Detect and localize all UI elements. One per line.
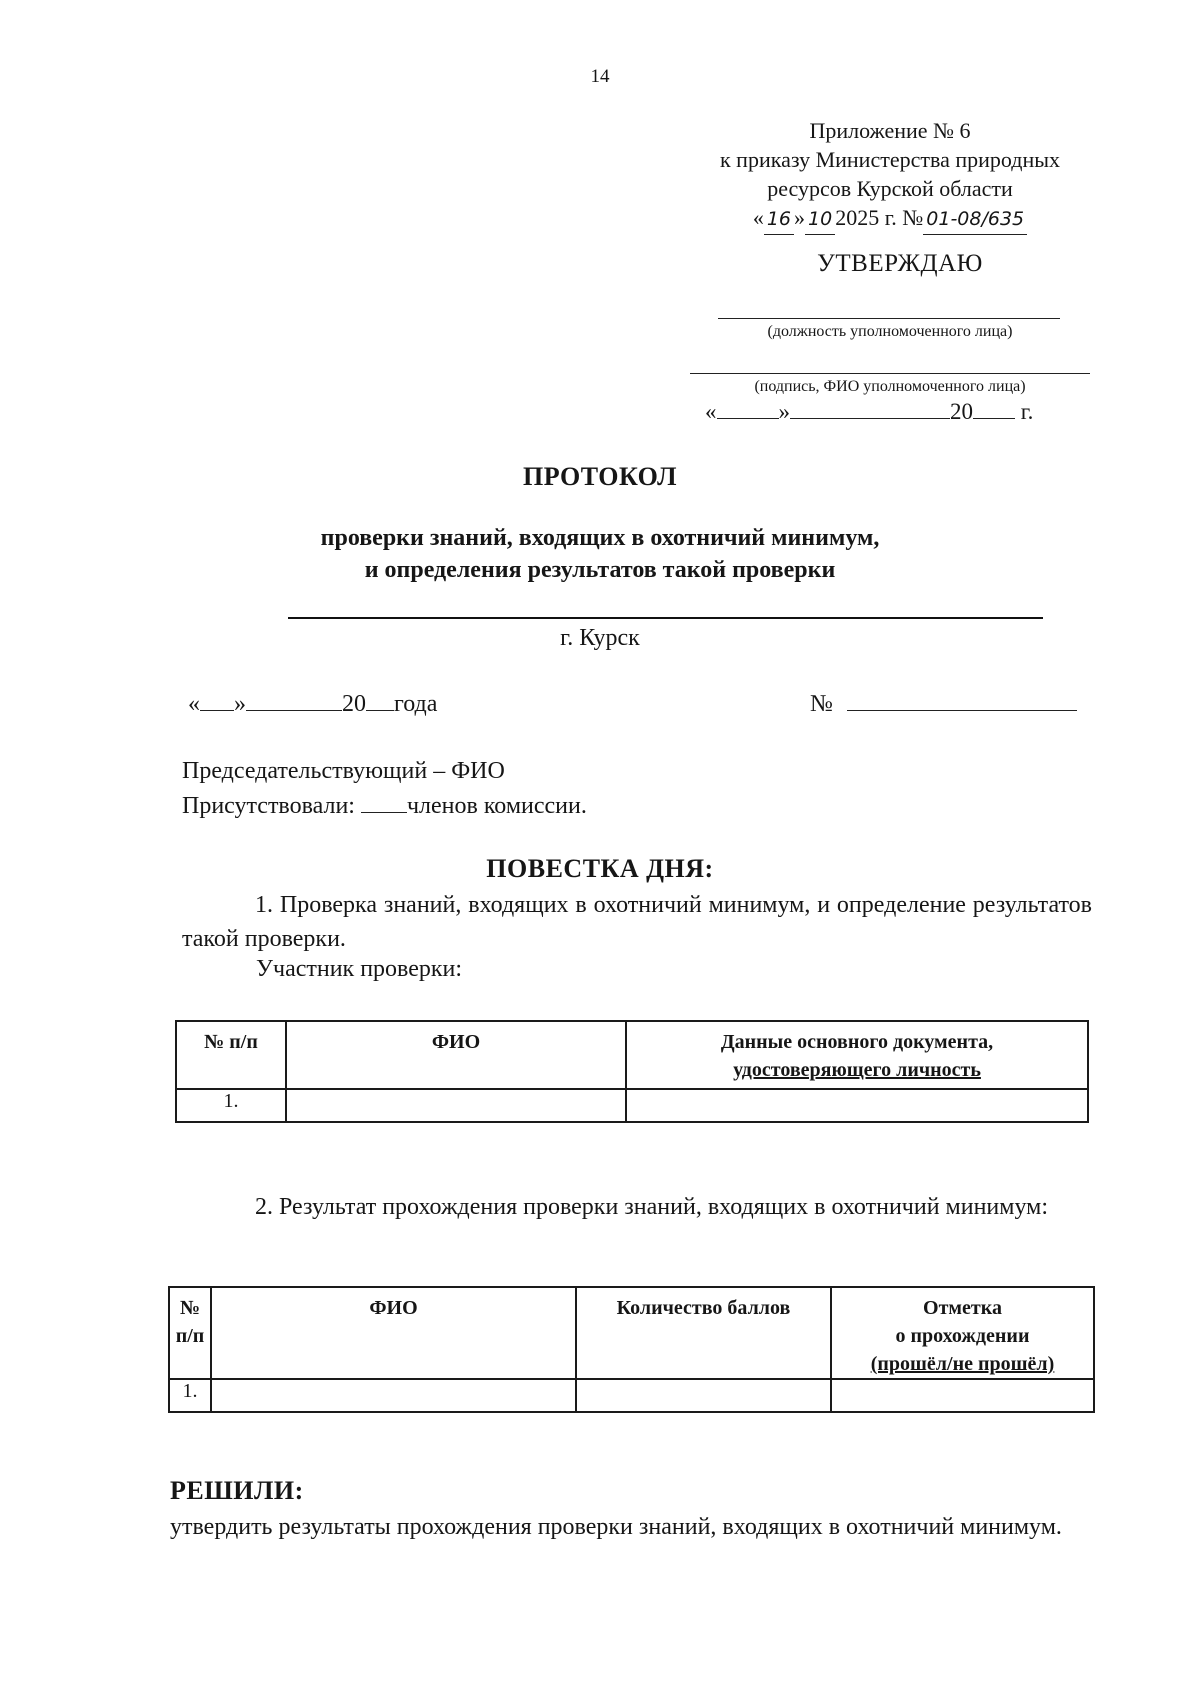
decision-heading: РЕШИЛИ:: [170, 1476, 304, 1505]
agenda-item-1-text: 1. Проверка знаний, входящих в охотничий минимум, и определение результатов такой проверки.: [182, 892, 1092, 952]
row-number: 1.: [169, 1379, 211, 1412]
city: г. Курск: [560, 625, 640, 651]
col-pass-mark-line-2: о прохождении: [895, 1325, 1030, 1347]
attendance-label: Присутствовали:: [182, 793, 355, 819]
document-title: ПРОТОКОЛ: [523, 462, 677, 491]
decision-text: утвердить результаты прохождения проверки знаний, входящих в охотничий минимум.: [170, 1514, 1062, 1540]
table-row: [169, 1379, 1094, 1412]
participant-table-header: [176, 1021, 1088, 1089]
approve-date-close-quote: »: [778, 399, 790, 424]
appendix-date-line: « 16 » 10 2025 г. № 01-08/635: [690, 203, 1090, 235]
appendix-date-year: 2025 г. №: [835, 205, 924, 230]
col-number-line-2: п/п: [175, 1325, 205, 1347]
agenda-item-1: [182, 888, 1092, 956]
appendix-ministry: ресурсов Курской области: [767, 176, 1013, 201]
protocol-month-blank: [246, 690, 342, 711]
chairperson: Председательствующий – ФИО: [182, 758, 505, 784]
page-number: 14: [590, 66, 610, 87]
appendix-order-ref: к приказу Министерства природных: [719, 147, 1060, 172]
protocol-date-century: 20: [342, 691, 366, 717]
attendance: [182, 792, 587, 820]
appendix-order-number: 01-08/635: [923, 205, 1027, 235]
row-pass-mark-cell: [831, 1379, 1094, 1412]
protocol-date-open-quote: «: [188, 691, 200, 717]
protocol-day-blank: [200, 690, 234, 711]
protocol-number: [810, 690, 1077, 718]
approve-date-open-quote: «: [705, 399, 717, 424]
col-pass-mark: [831, 1287, 1094, 1379]
approve-date-suffix: г.: [1020, 399, 1034, 424]
col-fio: ФИО: [286, 1021, 626, 1089]
protocol-number-blank: [847, 690, 1077, 711]
approve-date-century: 20: [950, 399, 973, 424]
appendix-block: [690, 116, 1090, 235]
participant-table: [175, 1020, 1089, 1123]
protocol-date: [188, 690, 437, 718]
col-pass-mark-line-3: (прошёл/не прошёл): [870, 1353, 1055, 1375]
col-fio: ФИО: [211, 1287, 576, 1379]
participant-label: Участник проверки:: [256, 956, 463, 982]
col-id-document: [626, 1021, 1088, 1089]
protocol-date-close-quote: »: [234, 691, 246, 717]
col-score: Количество баллов: [576, 1287, 831, 1379]
approve-date-line: [705, 398, 1085, 425]
col-number: № п/п: [176, 1021, 286, 1089]
row-fio-cell: [211, 1379, 576, 1412]
signature-caption: (подпись, ФИО уполномоченного лица): [754, 378, 1026, 395]
protocol-date-suffix: года: [394, 691, 438, 717]
attendance-suffix: членов комиссии.: [406, 793, 587, 819]
col-number-line-1: №: [179, 1297, 201, 1319]
subtitle-line-2: и определения результатов такой проверки: [364, 557, 836, 583]
attendance-count-blank: [361, 792, 407, 813]
results-table-header: [169, 1287, 1094, 1379]
header-rule: [288, 617, 1043, 619]
col-id-document-line-1: Данные основного документа,: [720, 1031, 994, 1053]
signature-line: [690, 373, 1090, 374]
table-row: [176, 1089, 1088, 1122]
appendix-date-month: 10: [805, 205, 835, 235]
approve-day-blank: [717, 398, 779, 419]
subtitle-line-1: проверки знаний, входящих в охотничий минимум,: [320, 525, 880, 551]
appendix-title: Приложение № 6: [809, 118, 971, 143]
document-subtitle: [0, 522, 1200, 586]
col-number: [169, 1287, 211, 1379]
appendix-date-day: 16: [764, 205, 794, 235]
protocol-number-sign: №: [810, 691, 833, 717]
approve-month-blank: [790, 398, 950, 419]
position-caption: (должность уполномоченного лица): [767, 323, 1013, 340]
row-number: 1.: [176, 1089, 286, 1122]
protocol-year-blank: [366, 690, 394, 711]
agenda-item-2-text: 2. Результат прохождения проверки знаний, входящих в охотничий минимум:: [255, 1194, 1048, 1220]
position-line: [718, 318, 1060, 319]
col-pass-mark-line-1: Отметка: [923, 1297, 1002, 1319]
results-table: [168, 1286, 1095, 1413]
agenda-heading: ПОВЕСТКА ДНЯ:: [486, 854, 714, 883]
approve-heading: УТВЕРЖДАЮ: [817, 250, 983, 277]
col-id-document-line-2: удостоверяющего личность: [733, 1059, 981, 1081]
row-fio-cell: [286, 1089, 626, 1122]
row-score-cell: [576, 1379, 831, 1412]
row-id-document-cell: [626, 1089, 1088, 1122]
approve-year-blank: [973, 398, 1015, 419]
agenda-item-2: [182, 1190, 1092, 1224]
